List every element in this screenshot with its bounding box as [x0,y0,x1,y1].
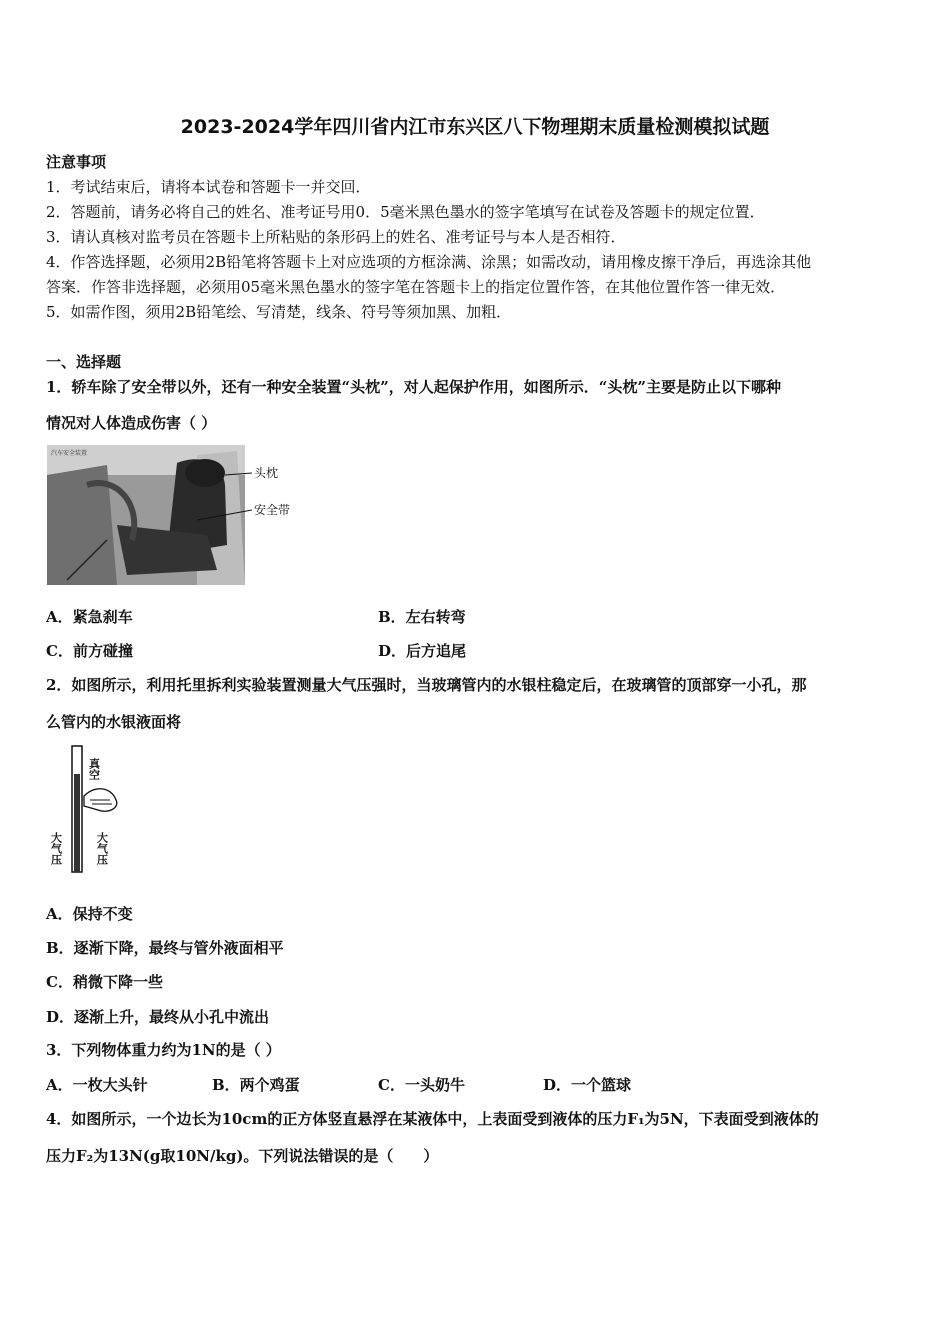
q2-text: 2．如图所示，利用托里拆利实验装置测量大气压强时，当玻璃管内的水银柱稳定后，在玻璃管的顶部穿一小孔，那 [46,676,807,694]
q1-figure [47,445,297,585]
q1-option-d[interactable]: D．后方追尾 [378,642,467,660]
q2-figure [50,744,130,876]
notice-item: 3．请认真核对监考员在答题卡上所粘贴的条形码上的姓名、准考证号与本人是否相符． [46,228,626,246]
vacuum-label: 真空 [87,758,101,780]
q2-option-d[interactable]: D．逐渐上升，最终从小孔中流出 [46,1008,270,1026]
q1-text: 情况对人体造成伤害（ ） [46,414,217,432]
car-seat-photo [47,445,297,585]
q2-option-b[interactable]: B．逐渐下降，最终与管外液面相平 [46,939,284,957]
q2-option-a[interactable]: A．保持不变 [46,905,133,923]
q2-text: 么管内的水银液面将 [46,713,182,731]
notice-item: 2．答题前，请务必将自己的姓名、准考证号用0．5毫米黑色墨水的签字笔填写在试卷及答题卡的规定位置． [46,203,765,221]
notice-item: 4．作答选择题，必须用2B铅笔将答题卡上对应选项的方框涂满、涂黑；如需改动，请用橡皮擦干净后，再选涂其他 [46,253,812,271]
notice-item: 1．考试结束后，请将本试卷和答题卡一并交回． [46,178,371,196]
notice-heading: 注意事项 [46,153,107,171]
headrest-label: 头枕 [254,466,279,480]
q1-option-a[interactable]: A．紧急刹车 [46,608,133,626]
section-heading: 一、选择题 [46,353,122,371]
torricelli-tube-diagram [50,744,130,876]
q2-option-c[interactable]: C．稍微下降一些 [46,973,163,991]
q3-option-d[interactable]: D．一个篮球 [543,1076,632,1094]
q4-text: 4．如图所示，一个边长为10cm的正方体竖直悬浮在某液体中，上表面受到液体的压力F₁为5N，下表面受到液体的 [46,1110,819,1128]
q1-text: 1．轿车除了安全带以外，还有一种安全装置“头枕”，对人起保护作用，如图所示．“头枕”主要是防止以下哪种 [46,378,781,396]
page-title: 2023-2024学年四川省内江市东兴区八下物理期末质量检测模拟试题 [180,116,770,138]
atm-left-label: 大气压 [50,832,63,865]
fig-caption: 汽车安全装置 [51,450,88,457]
seatbelt-label: 安全带 [254,503,291,517]
notice-item: 5．如需作图，须用2B铅笔绘、写清楚，线条、符号等须加黑、加粗． [46,303,512,321]
q4-text: 压力F₂为13N(g取10N/kg)。下列说法错误的是（ ） [46,1147,439,1165]
q3-option-c[interactable]: C．一头奶牛 [378,1076,465,1094]
atm-right-label: 大气压 [95,832,109,865]
q3-text: 3．下列物体重力约为1N的是（ ） [46,1041,281,1059]
notice-item: 答案．作答非选择题，必须用05毫米黑色墨水的签字笔在答题卡上的指定位置作答，在其他位置作答一律无效． [46,278,786,296]
q1-option-c[interactable]: C．前方碰撞 [46,642,133,660]
q1-option-b[interactable]: B．左右转弯 [378,608,466,626]
q3-option-b[interactable]: B．两个鸡蛋 [212,1076,300,1094]
q3-option-a[interactable]: A．一枚大头针 [46,1076,148,1094]
